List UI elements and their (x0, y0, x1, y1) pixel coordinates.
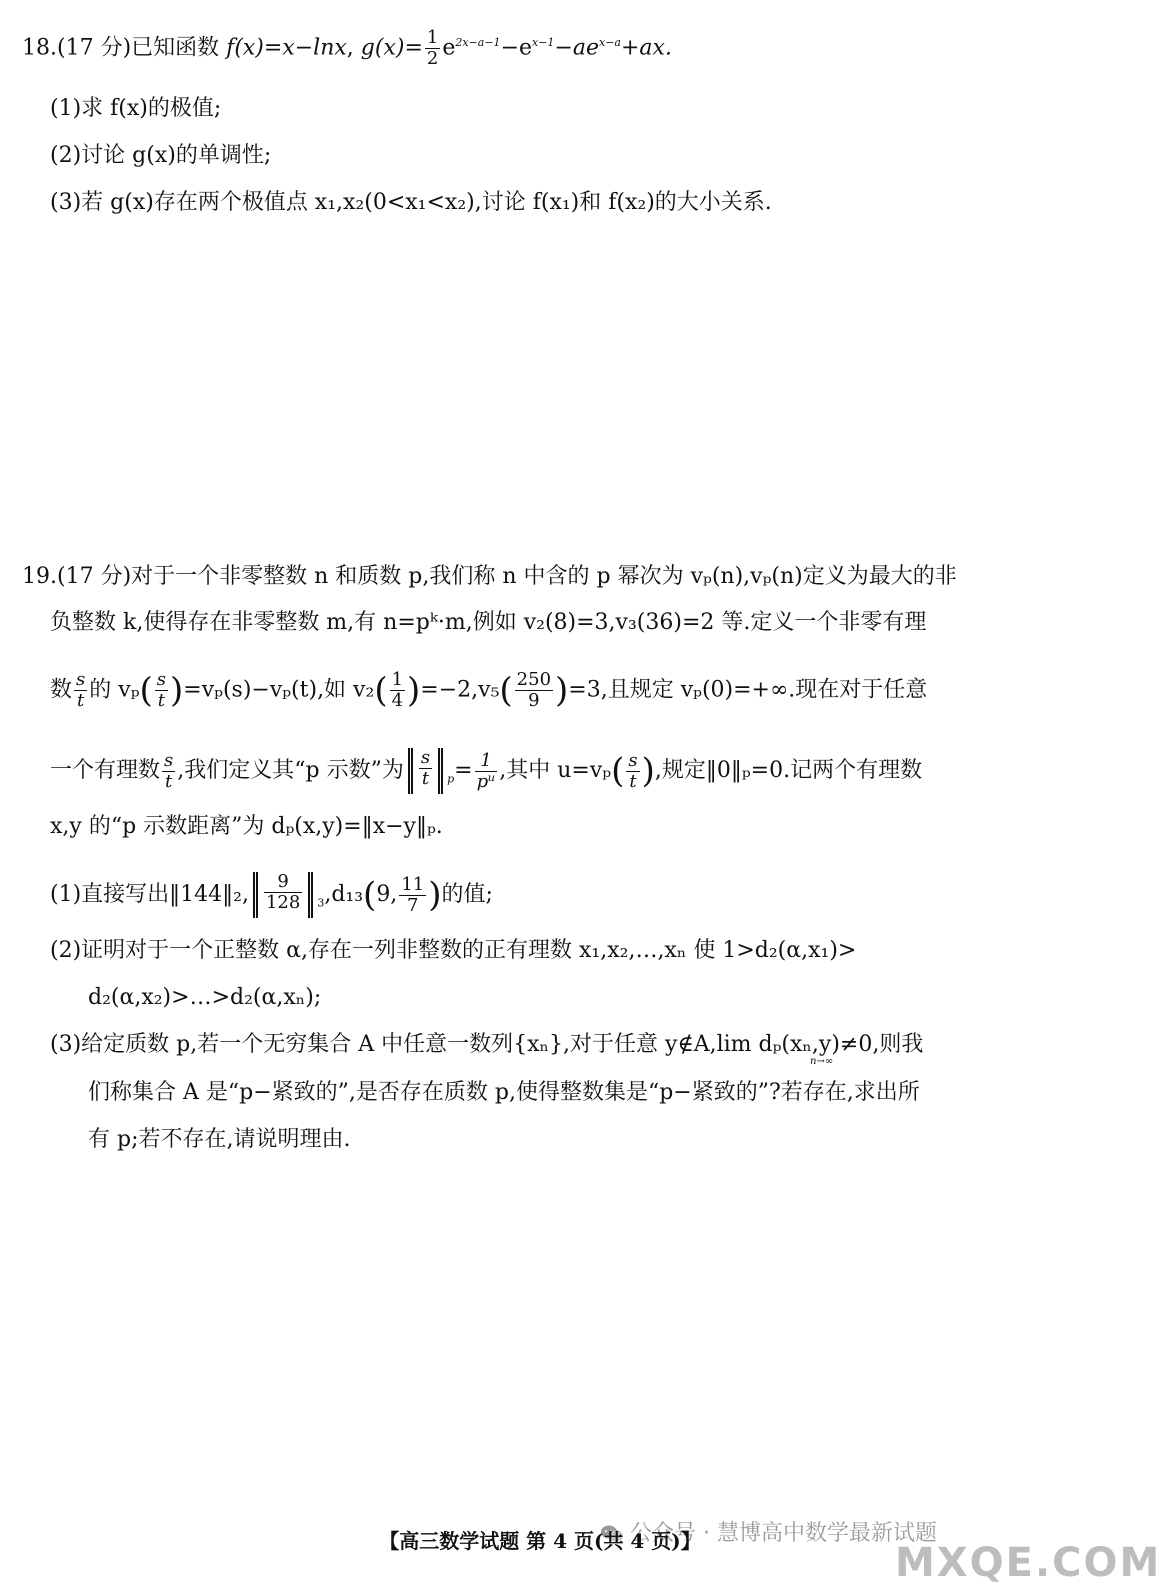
page-footer: 【高三数学试题 第 4 页(共 4 页)】 (379, 1529, 701, 1553)
watermark-account-text: 公众号 · 慧博高中数学最新试题 (630, 1521, 937, 1546)
q19-part2-line2: d₂(α,x₂)>…>d₂(α,xₙ); (88, 985, 322, 1010)
q19-number: 19. (22, 564, 57, 589)
paren-left: ( (139, 670, 153, 711)
q19-p1-frac (264, 872, 302, 913)
q19-frac-s-t-4 (419, 748, 432, 789)
q19-norm (408, 748, 443, 794)
frac-den: 9 (515, 690, 553, 711)
paren-left: ( (499, 670, 513, 711)
paren-right: ) (641, 751, 655, 791)
q19-line4 (50, 748, 922, 794)
q19-p1-norm (253, 872, 313, 918)
q19-frac-s-t-5 (626, 751, 639, 792)
q18-number: 18. (22, 35, 57, 61)
q19-line4-e: ,规定‖0‖ₚ=0.记两个有理数 (654, 758, 923, 783)
q19-p1-a: (1)直接写出‖144‖₂, (50, 882, 249, 907)
q19-part3-line1: (3)给定质数 p,若一个无穷集合 A 中任意一数列{xₙ},对于任意 y∉A,lim dₚ(xₙ,y)≠0,则我 (50, 1032, 924, 1057)
q18-g-term1: e (442, 35, 456, 61)
q19-part3-line2: 们称集合 A 是“p−紧致的”,是否存在质数 p,使得整数集是“p−紧致的”?若存在,求出所 (88, 1080, 920, 1105)
frac-num: s (164, 749, 174, 771)
q19-frac-s-t (74, 670, 87, 711)
q19-line3-e: =3,且规定 vₚ(0)=+∞.现在对于任意 (568, 677, 928, 703)
paren-left: ( (363, 875, 377, 915)
q19-line3-c: =vₚ(s)−vₚ(t),如 v₂ (183, 677, 375, 703)
paren-right: ) (428, 875, 442, 915)
frac-num: s (628, 749, 638, 771)
q18-g-exp1: 2x−a−1 (455, 36, 501, 50)
paren-left: ( (374, 670, 388, 711)
q18-points: (17 分) (57, 35, 132, 61)
q18-g-exp3: x−a (599, 36, 621, 50)
q19-p1-d: 的值; (441, 882, 493, 907)
q19-p1-sub3: 3 (317, 896, 325, 910)
q19-line1 (22, 562, 957, 592)
q18-part3: (3)若 g(x)存在两个极值点 x₁,x₂(0<x₁<x₂),讨论 f(x₁)和 f(x₂)的大小关系. (50, 190, 772, 215)
q18-g-term2: −e (500, 35, 533, 61)
frac-den: t (626, 771, 639, 792)
q18-intro: 已知函数 (131, 35, 220, 61)
paren-right: ) (407, 670, 421, 711)
frac-num: 250 (516, 669, 552, 690)
q18-g-exp2: x−1 (532, 36, 555, 50)
q19-line2: 负整数 k,使得存在非零整数 m,有 n=pᵏ·m,例如 v₂(8)=3,v₃(36)=2 等.定义一个非零有理 (50, 610, 927, 635)
q19-frac-250-9 (515, 670, 553, 711)
q18-part1: (1)求 f(x)的极值; (50, 96, 222, 121)
q18-part2: (2)讨论 g(x)的单调性; (50, 143, 272, 168)
q19-part3-line3: 有 p;若不存在,请说明理由. (88, 1127, 351, 1152)
frac-den: t (155, 690, 168, 711)
q18-stem: 18.(17 分)已知函数 f(x)=x−lnx, g(x)= $\frac{1}{2}$ $e^{2x-a-1}-e^{x-1}-ae^{x-a}+ax$. (22, 27, 672, 69)
q18-f-def: f(x)=x−lnx (226, 35, 347, 61)
frac-num: 9 (277, 871, 289, 892)
q19-frac-s-t-2 (155, 670, 168, 711)
frac-num: s (420, 747, 431, 768)
q19-line3-b: 的 vₚ (89, 677, 140, 703)
q19-norm-sub: p (447, 772, 455, 786)
frac-num: 1 (391, 669, 404, 690)
q18-g-lhs: g(x)= (360, 35, 423, 61)
q19-line3 (50, 670, 927, 711)
watermark-site: MXQE.COM (895, 1540, 1161, 1586)
q19-part2-line1: (2)证明对于一个正整数 α,存在一列非整数的正有理数 x₁,x₂,…,xₙ 使 1>d₂(α,x₁)> (50, 938, 857, 963)
q19-frac-1-pu (475, 751, 498, 792)
q19-line4-a: 一个有理数 (50, 758, 161, 783)
q19-p1-b: ,d₁₃ (324, 882, 364, 907)
q18-g-frac (425, 28, 440, 69)
frac-den: 7 (399, 895, 426, 916)
q18-g-term4: +ax. (621, 35, 672, 61)
frac-den: 128 (265, 892, 301, 913)
q19-line4-b: ,我们定义其“p 示数”为 (177, 758, 404, 783)
q19-frac-1-4 (390, 670, 405, 711)
frac-den: t (162, 771, 175, 792)
paren-left: ( (611, 751, 625, 791)
q19-line4-c: = (454, 758, 473, 783)
frac-num: 11 (401, 873, 425, 895)
frac-den: t (419, 768, 432, 789)
q19-lim-sub: n→∞ (810, 1056, 834, 1067)
q19-points: (17 分) (57, 564, 132, 589)
paren-right: ) (170, 670, 184, 711)
q18-g-term3: −ae (554, 35, 600, 61)
frac-den: pᵘ (476, 770, 496, 792)
q18-g-frac-num: 1 (426, 27, 439, 48)
frac-num: s (76, 669, 86, 690)
q18-g-frac-den: 2 (426, 48, 439, 69)
frac-den: 4 (391, 690, 404, 711)
frac-num: s (156, 669, 167, 690)
frac-den: t (74, 690, 87, 711)
q19-line5: x,y 的“p 示数距离”为 dₚ(x,y)=‖x−y‖ₚ. (50, 814, 443, 839)
q19-line4-d: ,其中 u=vₚ (499, 758, 612, 783)
q19-line1-text: 对于一个非零整数 n 和质数 p,我们称 n 中含的 p 幂次为 vₚ(n),vₚ(n)定义为最大的非 (131, 564, 957, 589)
q19-p1-frac2 (399, 875, 426, 916)
frac-num: 1 (480, 749, 492, 771)
q19-line3-a: 数 (50, 677, 73, 703)
q19-part1 (50, 872, 493, 918)
q19-p1-c: 9, (376, 882, 398, 907)
q19-frac-s-t-3 (162, 751, 175, 792)
q19-line3-d: =−2,v₅ (420, 677, 500, 703)
paren-right: ) (555, 670, 569, 711)
